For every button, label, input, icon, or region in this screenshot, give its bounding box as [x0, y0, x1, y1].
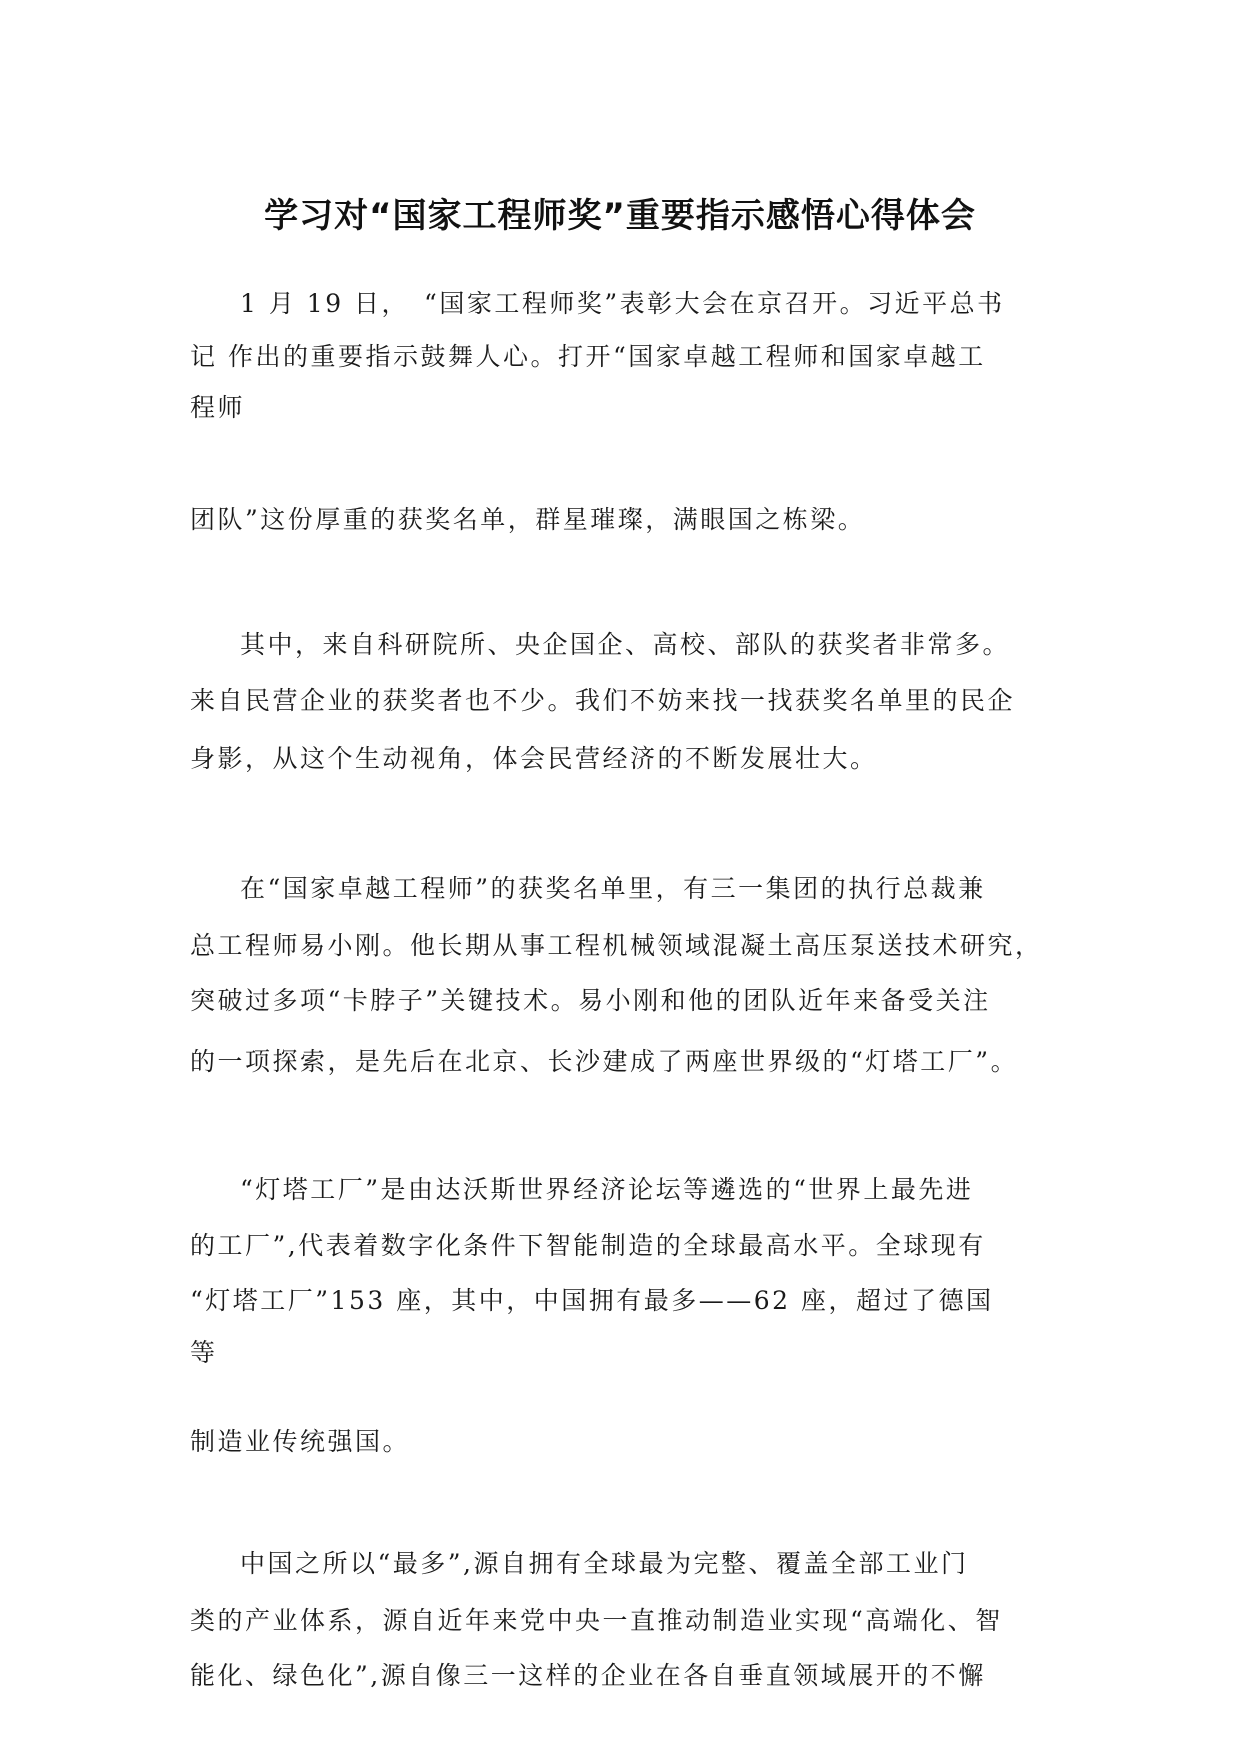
paragraph-line: 记 作出的重要指示鼓舞人心。打开“国家卓越工程师和国家卓越工	[190, 342, 986, 371]
paragraph-line: 在“国家卓越工程师”的获奖名单里，有三一集团的执行总裁兼	[240, 874, 986, 903]
document-title: 学习对“国家工程师奖”重要指示感悟心得体会	[264, 196, 976, 236]
paragraph-line: 其中，来自科研院所、央企国企、高校、部队的获奖者非常多。	[240, 630, 1011, 659]
paragraph-line: 类的产业体系，源自近年来党中央一直推动制造业实现“高端化、智	[190, 1606, 1003, 1635]
paragraph-line: 身影，从这个生动视角，体会民营经济的不断发展壮大。	[190, 744, 878, 773]
paragraph-line: 中国之所以“最多”,源自拥有全球最为完整、覆盖全部工业门	[240, 1549, 969, 1578]
paragraph-line: 1 月 19 日， “国家工程师奖”表彰大会在京召开。习近平总书	[240, 289, 1005, 318]
paragraph-line: 来自民营企业的获奖者也不少。我们不妨来找一找获奖名单里的民企	[190, 686, 1016, 715]
paragraph-line: “灯塔工厂”是由达沃斯世界经济论坛等遴选的“世界上最先进	[240, 1175, 974, 1204]
paragraph-line: 团队”这份厚重的获奖名单，群星璀璨，满眼国之栋梁。	[190, 505, 866, 534]
paragraph-line: 突破过多项“卡脖子”关键技术。易小刚和他的团队近年来备受关注	[190, 986, 991, 1015]
paragraph-line: 制造业传统强国。	[190, 1427, 411, 1456]
paragraph-line: 总工程师易小刚。他长期从事工程机械领域混凝土高压泵送技术研究，	[190, 931, 1043, 960]
paragraph-line: 的一项探索，是先后在北京、长沙建成了两座世界级的“灯塔工厂”。	[190, 1047, 1019, 1076]
paragraph-line: “灯塔工厂”153 座，其中，中国拥有最多——62 座，超过了德国	[190, 1286, 994, 1315]
paragraph-line: 能化、绿色化”,源自像三一这样的企业在各自垂直领域展开的不懈	[190, 1661, 986, 1690]
paragraph-line: 等	[190, 1338, 218, 1367]
paragraph-line: 的工厂”,代表着数字化条件下智能制造的全球最高水平。全球现有	[190, 1231, 986, 1260]
paragraph-line: 程师	[190, 393, 246, 422]
